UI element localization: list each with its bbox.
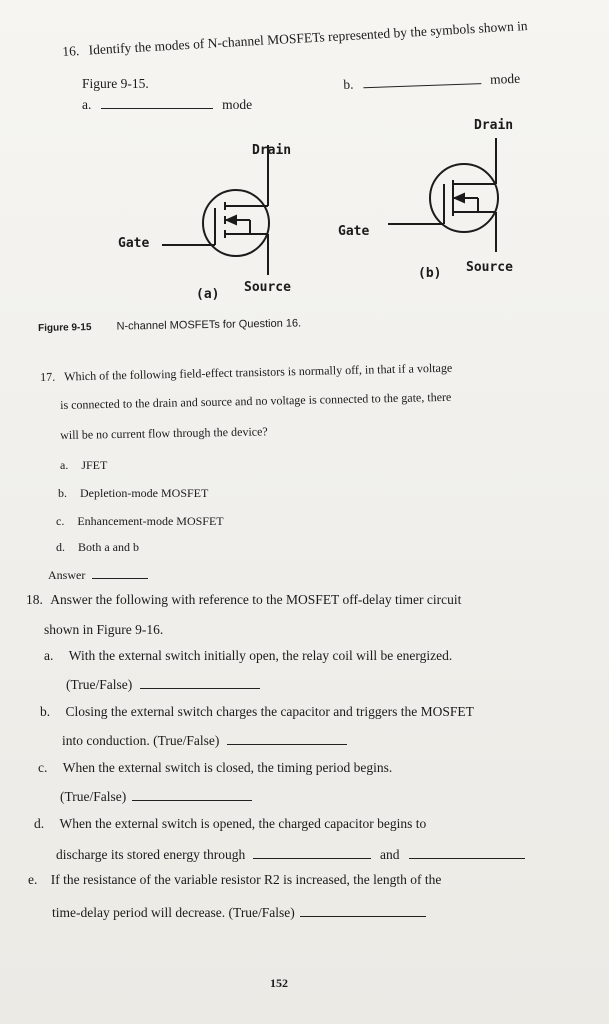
gate-label-a: Gate	[118, 236, 150, 251]
q18-part-e	[28, 872, 441, 888]
q16-number: 16.	[62, 43, 80, 59]
q17-option-a[interactable]	[60, 458, 107, 473]
q18-part-b	[40, 704, 474, 720]
q18-part-c	[38, 760, 392, 776]
q17-option-b-text: Depletion-mode MOSFET	[80, 486, 209, 500]
q17-answer	[48, 566, 148, 583]
q16-figure-ref: Figure 9-15.	[82, 76, 149, 91]
q17-option-c-text: Enhancement-mode MOSFET	[77, 514, 224, 528]
q17-text-1: Which of the following field-effect transistors is normally off, in that if a voltage	[63, 360, 453, 384]
q17-option-b[interactable]	[58, 486, 208, 501]
q16-b-blank[interactable]	[362, 71, 480, 88]
q16-a-label: a.	[82, 97, 92, 112]
q18-c-letter: c.	[38, 760, 48, 775]
q18-d-answer	[56, 846, 525, 863]
q18-number: 18.	[26, 592, 43, 607]
q18-d-blank-2[interactable]	[409, 846, 525, 859]
q18-c-tf: (True/False)	[60, 789, 127, 804]
q17-option-c[interactable]	[56, 514, 224, 529]
q18-b-blank[interactable]	[227, 732, 347, 745]
q17-line1	[40, 361, 452, 385]
q18-a-letter: a.	[44, 648, 54, 663]
source-label-a: Source	[244, 280, 291, 295]
q18-c-answer	[60, 788, 252, 805]
q17-answer-blank[interactable]	[92, 566, 148, 579]
q17-option-c-letter: c.	[56, 514, 65, 528]
q17-answer-label: Answer	[48, 568, 86, 582]
figure-caption-text: N-channel MOSFETs for Question 16.	[116, 317, 302, 333]
q18-c-text: When the external switch is closed, the timing period begins.	[62, 760, 393, 775]
q18-text-2: shown in Figure 9-16.	[44, 622, 164, 637]
q18-c-blank[interactable]	[132, 788, 252, 801]
q18-a-blank[interactable]	[140, 676, 260, 689]
tag-a: (a)	[196, 287, 220, 302]
figure-caption-label: Figure 9-15	[38, 322, 92, 334]
q18-e-text-2: time-delay period will decrease. (True/False)	[52, 905, 295, 920]
q18-part-d	[34, 816, 426, 832]
mosfet-diagram	[0, 110, 609, 310]
q18-d-text: When the external switch is opened, the charged capacitor begins to	[59, 816, 427, 831]
q18-text-1: Answer the following with reference to the MOSFET off-delay timer circuit	[50, 592, 462, 607]
q17-text-2: is connected to the drain and source and no voltage is connected to the gate, there	[60, 389, 452, 412]
q18-e-text: If the resistance of the variable resistor R2 is increased, the length of the	[50, 872, 442, 887]
source-label-b: Source	[466, 260, 513, 275]
figure-caption	[38, 317, 301, 334]
q17-number: 17.	[40, 369, 56, 384]
q16-answer-b	[343, 70, 520, 93]
q18-line1	[26, 592, 461, 608]
q18-b-letter: b.	[40, 704, 51, 719]
q18-b-answer	[62, 732, 347, 749]
gate-label-b: Gate	[338, 224, 370, 239]
q16-line1	[62, 18, 528, 60]
q18-d-text-2: discharge its stored energy through	[56, 847, 246, 862]
q17-option-a-text: JFET	[81, 458, 108, 472]
q17-option-d[interactable]	[56, 540, 139, 555]
q16-a-mode: mode	[222, 97, 253, 112]
q17-option-b-letter: b.	[58, 486, 67, 500]
q18-e-answer	[52, 904, 426, 921]
q16-b-mode: mode	[489, 70, 521, 87]
q18-b-text: Closing the external switch charges the capacitor and triggers the MOSFET	[65, 704, 474, 719]
q18-a-answer	[66, 676, 260, 693]
q18-d-and: and	[379, 847, 400, 862]
page-number: 152	[270, 976, 288, 990]
q18-d-letter: d.	[34, 816, 45, 831]
q17-option-d-text: Both a and b	[78, 540, 139, 554]
q16-a-blank[interactable]	[101, 96, 213, 109]
drain-label-b: Drain	[474, 118, 514, 133]
q18-e-letter: e.	[28, 872, 38, 887]
q16-text: Identify the modes of N-channel MOSFETs represented by the symbols shown in	[88, 17, 528, 58]
mosfet-symbol-b	[388, 138, 498, 252]
q18-a-tf: (True/False)	[66, 677, 133, 692]
q17-option-a-letter: a.	[60, 458, 69, 472]
q16-b-label: b.	[343, 76, 354, 92]
q18-b-text-2: into conduction. (True/False)	[62, 733, 220, 748]
q17-text-3: will be no current flow through the device?	[60, 424, 268, 442]
q18-part-a	[44, 648, 452, 664]
tag-b: (b)	[418, 266, 442, 281]
mosfet-symbol-a	[162, 145, 269, 275]
drain-label-a: Drain	[252, 143, 292, 158]
q18-d-blank-1[interactable]	[253, 846, 371, 859]
q17-option-d-letter: d.	[56, 540, 65, 554]
q18-e-blank[interactable]	[300, 904, 426, 917]
q18-a-text: With the external switch initially open, the relay coil will be energized.	[68, 648, 453, 663]
